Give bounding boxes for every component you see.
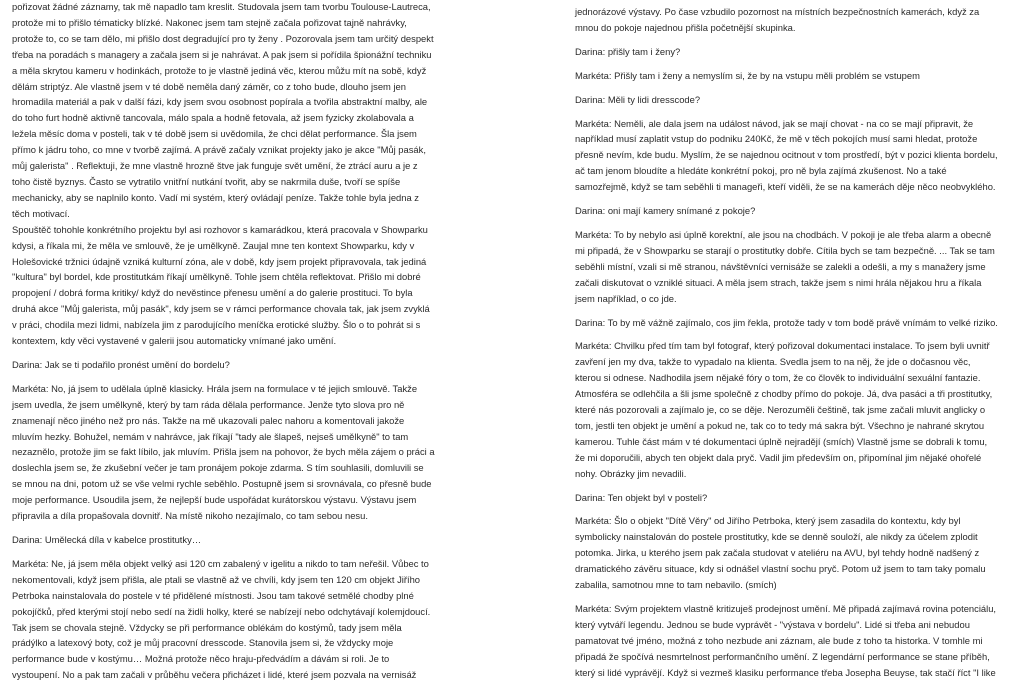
paragraph-exhibition-continued: jednorázové výstavy. Po čase vzbudilo pozornost na místních bezpečnostních kamerách, když za mnou do pokoje najednou přišla početnější skupinka.: [575, 6, 980, 33]
question-art-in-handbag: Darina: Umělecká díla v kabelce prostitutky…: [12, 534, 202, 545]
left-document-page: [0, 0, 512, 681]
answer-photographer: Markéta: Chvilku před tím tam byl fotograf, který pořizoval dokumentaci instalace. To jsem byli uvnitř zavření jen my dva, takže to vypadalo na klienta. Svedla jsem to na něj, že jde o dočasnou věc, kterou si odnese. Nadhodila jsem nějaké fóry o tom, že co člověk to individuální sexuální fantazie. Atmosféra se odlehčila a šli jsme společně z chodby přímo do pokoje. Já, dva pasáci a tři prostitutky, které nás pozorovali a zajímalo je, co se děje. Nerozuměli češtině, tak jsme začali mluvit anglicky o tom, jestli ten objekt je umění a pokud ne, tak co to tedy má sakra být. Všechno je nahrané skrytou kamerou. Tuhle část mám v té dokumentaci úplně nejradějí (smích) Vlastně jsme se dobrali k tomu, že mi doporučili, abych ten objekt dala pryč. Vadil jim především on, připomínal jim nějaké ohořelé nohy. Obrázky jim nevadili.: [575, 340, 993, 479]
right-document-page: [512, 0, 1024, 678]
answer-object-120cm: Markéta: Ne, já jsem měla objekt velký asi 120 cm zabalený v igelitu a nikdo to tam neřešil. Vůbec to nekomentovali, když jsem přišla, ale ptali se vlastně až ve chvíli, kdy jsem ten 120 cm objekt Jiřího Petrboka nainstalovala do postele v té přidělené místnosti. Jsou tam takové setmělé chodby plné pokojíčků, před kterými stojí nebo sedí na židli holky, které se nabízejí nebo odchytávají kolemjdoucí. Tak jsem se chovala stejně. Vždycky se při performance oblékám do kostýmů, tady jsem měla prádýlko a latexový boty, což je můj pracovní dresscode. Stanovila jsem si, že vždycky moje performance bude v kostýmu… Možná protože něco hraju-předvádím a dávám si roli. Je to vystoupení. No a pak tam začali v průběhu večera přicházet i lidé, které jsem pozvala na vernisáž: [12, 557, 431, 681]
answer-women-came: Markéta: Přišly tam i ženy a nemyslím si, že by na vstupu měli problém se vstupem: [575, 69, 920, 81]
question-what-you-said: Darina: To by mě vážně zajímalo, cos jim řekla, protože tady v tom bodě právě vnímám to velké riziko.: [575, 316, 998, 328]
paragraph-project-trigger: Spouštěč tohohle konkrétního projektu byl asi rozhovor s kamarádkou, která pracovala v Showparku kdysi, a říkala mi, že měla ve smlouvě, že je umělkyně. Zaujal mne ten kontext Showparku, kdy v Holešovické tržnici údajně vzniká kulturní zóna, ale v době, kdy jsem projekt připravovala, tak jediná "kultura" byl bordel, kde prostitutkám říkají umělkyně. Tohle jsem chtěla reflektovat. Přišlo mi dobré propojení / dobrá forma kritiky/ když do nevěstince přenesu umění a do galerie prostituci. To byla druhá akce "Můj galerista, můj pasák", kdy jsem se v rámci performance chovala tak, jak jsem zvyklá v práci, chodila mezi lidmi, nabízela jim z parodujícího meníčka erotické služby. Šlo o to pohrát si s kontextem, kdy věci vystavené v galerii jsou automaticky vnímané jako umění.: [12, 223, 430, 347]
left-text-column: [12, 0, 436, 683]
answer-dresscode: Markéta: Neměli, ale dala jsem na událost návod, jak se mají chovat - na co se mají připravit, že například musí zaplatit vstup do podniku 240Kč, že mě v těch pokojích musí sami hledat, protože přesně nevím, kde budu. Myslím, že se najednou ocitnout v tom prostředí, být v pozici klienta bordelu, ač tam jenom bloudíte a hledáte konkrétní pokoj, pro ně byla zajímá zkušenost. No a také samozřejmě, když se tam seběhli ti manageři, kteří viděli, že se na kamerách děje něco neobvyklého.: [575, 117, 998, 193]
answer-cameras: Markéta: To by nebylo asi úplně korektní, ale jsou na chodbách. V pokoji je ale třeba alarm a obecně mi připadá, že v Showparku se starají o prostitutky dobře. Cítila bych se tam bezpečně. ... Tak se tam seběhli místní, vzali si mě stranou, návštěvníci vernisáže se zalekli a odešli, a my s manažery jsme začali diskutovat o vzniklé situaci. A měla jsem strach, takže jsem s nimi hrála nějakou hru a říkala jsem například, o co jde.: [575, 228, 995, 304]
paragraph-narrative-intro: pořizovat žádné záznamy, tak mě napadlo tam kreslit. Studovala jsem tam tvorbu Toulouse-Lautreca, protože mi to přišlo tématicky blízké. Nakonec jsem tam stejně začala pořizovat tajně nahrávky, protože to, co se tam dělo, mi přišlo dost degradující pro ty ženy . Pozorovala jsem tam určitý despekt třeba na poradách s managery a začala jsem si je nahrávat. A pak jsem si pořídila špionážní techniku a měla skrytou kameru v hodinkách, protože to je vlastně jediná věc, kterou můžu mít na sobě, když dělám striptýz. Ale vlastně jsem v té době neměla daný záměr, co z toho bude, dlouho jsem jen hromadila materiál a pak v další fázi, kdy jsem svou osobnost popírala a tvořila abstraktní malby, ale do toho furt hodně aktivně tancovala, málo spala a hodně fetovala, až jsem fyzicky zkolabovala a ležela měsíc doma v posteli, tak v té době jsem si uvědomila, že chci dělat performance. Šla jsem přímo k jádru toho, co mne v tvorbě zajímá. A právě začaly vznikat projekty jako je akce "Můj pasák, můj galerista" . Reflektuji, že mne vlastně hrozně štve jak funguje svět umění, že ztrácí auru a je z toho čistě byznys. Často se vytratilo vnitřní nutkání tvořit, aby se nakrmila duše, tvoří se spíše mechanicky, aby se naplnilo konto. Vadí mi systém, který ovládají peníze. Takže tohle byla jedna z těch motivací.: [12, 1, 434, 219]
question-dresscode: Darina: Měli ty lidi dresscode?: [575, 93, 701, 105]
question-cameras: Darina: oni mají kamery snímané z pokoje?: [575, 205, 756, 217]
question-object-in-bed: Darina: Ten objekt byl v posteli?: [575, 491, 708, 503]
paragraph-legend: Markéta: Svým projektem vlastně kritizuješ prodejnost umění. Mě připadá zajímavá rovina potenciálu, který vytváří legendu. Jednou se bude vyprávět - "výstava v bordelu". Lidé si třeba ani nebudou pamatovat tvé jméno, možná z toho nezbude ani záznam, ale bude z toho ta historka. V tomhle mi připadá že spočívá nesmrtelnost performančního umění. Z legendární performance se stane příběh, který si lidé vyprávějí. Když si vezmeš klasiku performance třeba Josepha Beuyse, tak stačí říct "I like: [575, 603, 997, 678]
question-smuggle-art: Darina: Jak se ti podařilo pronést umění do bordelu?: [12, 358, 230, 370]
answer-classic-approach: Markéta: No, já jsem to udělala úplně klasicky. Hrála jsem na formulace v té jejich smlouvě. Takže jsem uvedla, že jsem umělkyně, který by tam ráda dělala performance. Jenže tyto slova pro ně znamenají něco jiného než pro nás. Takže na mě ukazovali palec nahoru a komentovali jakože mluvím hezky. Bohužel, nemám v nahrávce, jak říkají "tady ale šlapeš, nejseš umělkyně" to tam nezaznělo, protože jim se fakt líbilo, jak mluvím. Přišla jsem na pohovor, že bych měla zájem o práci a doslechla jsem se, že zkušební večer je tam pronájem pokoje zdarma. S tím souhlasili, domluvili se se mnou na dni, potom už se vše velmi rychle seběhlo. Postupně jsem si srovnávala, co přesně bude moje performance. Usoudila jsem, že nejlepší bude uspořádat kurátorskou výstavu. Výstavu jsem připravila a díla propašovala dovnitř. Na místě nikoho nezajímalo, co tam sebou nesu.: [12, 382, 435, 522]
right-text-column: [575, 4, 999, 681]
answer-dite-very: Markéta: Šlo o objekt "Dítě Věry" od Jiřího Petrboka, který jsem zasadila do kontextu, kdy byl symbolicky nainstalován do postele prostitutky, kde se denně souloží, ale nikdy za účelem zplodit potomka. Jirka, u kterého jsem pak začala studovat v ateliéru na AVU, byl tehdy hodně nadšený z dramatického závěru situace, kdy si odnášel vlastní sochu pryč. Potom už jsem to tam taky pomalu zabalila, samotnou mne to tam nebavilo. (smích): [575, 515, 986, 591]
question-women-came: Darina: přišly tam i ženy?: [575, 45, 681, 57]
